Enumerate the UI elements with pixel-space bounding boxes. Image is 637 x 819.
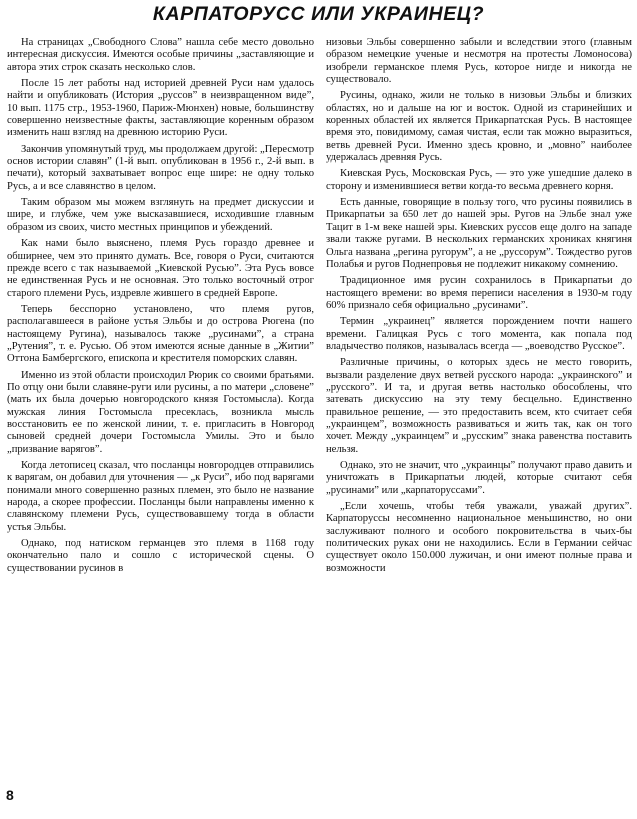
paragraph: Именно из этой области происходил Рюрик со своими братьями. По отцу они были славяне-руги или русины, а по матери „словене” (мать их была дочерью новгородского князя Гостомысла). Когда мужская линия Гостомысла пресеклась, возникла мысль восстановить ее по женской линии, т. е. пригласить в Новгород сыновей средней дочери Гостомысла Умилы. Это и было „призвание варягов”. (7, 369, 314, 455)
paragraph: „Если хочешь, чтобы тебя уважали, уважай других”. Карпаторуссы несомненно национальное меньшинство, но они заслуживают полного и особого покровительства в чьих-бы политических руках они не находились. Если в Германии сейчас существует около 150.000 лужичан, и они имеют полные права и возможности (326, 501, 632, 574)
paragraph: Когда летописец сказал, что посланцы новгородцев отправились к варягам, он добавил для уточнения — „к Руси”, ибо под варягами понимали много совершенно разных племен, это было не название народа, а скорее профессии. Посланцы были направлены именно к славянскому племени Русь, существовавшему тогда в области устья Эльбы. (7, 460, 314, 533)
article-title: КАРПАТОРУСС ИЛИ УКРАИНЕЦ? (152, 3, 485, 25)
left-column (7, 37, 314, 579)
paragraph: Киевская Русь, Московская Русь, — это уже ушедшие далеко в сторону и изменившиеся ветви когда-то весьма древнего корня. (326, 168, 632, 192)
paragraph: Как нами было выяснено, племя Русь гораздо древнее и обширнее, чем это принято думать. Все, говоря о Руси, считаются прежде всего с так называемой „Киевской Русью”. Эта Русь вовсе не единственная Русь и не основная. Это только восточный отрог старого племени Русь, издревле жившего в средней Европе. (7, 238, 314, 299)
paragraph: Есть данные, говорящие в пользу того, что русины появились в Прикарпатьи за 650 лет до нашей эры. Ругов на Эльбе знал уже Тацит в 1-м веке нашей эры. Киевских руссов еще долго на западе звали также ругами. В нескольких германских хрониках княгиня Ольга названа „регина ругорум”, а не „руссорум”. Тождество ругов Полабья и ругов Поднепровья не подлежит никакому сомнению. (326, 197, 632, 270)
paragraph: Закончив упомянутый труд, мы продолжаем другой: „Пересмотр основ истории славян” (1-й вып. опубликован в 1956 г., 2-й вып. в печати), который захватывает вопрос еще шире: не одну только Русь, а и все славянство в целом. (7, 143, 314, 192)
paragraph: Термин „украинец” является порождением почти нашего времени. Галицкая Русь с того момента, как попала под владычество поляков, называлась всегда — „воеводство Русское”. (326, 316, 632, 352)
paragraph: Традиционное имя русин сохранилось в Прикарпатьи до настоящего времени: во время переписи населения в 1930-м году 60% признало себя официально „русинами”. (326, 275, 632, 311)
paragraph: Теперь бесспорно установлено, что племя ругов, располагавшееся в районе устья Эльбы и до острова Рюгена (по настоящему Ругина), называлось также „русинами”, а страна „Рутения”, т. е. Русью. Об этом имеются ясные данные в „Житии” Оттона Бамбергского, епископа и крестителя поморских славян. (7, 303, 314, 365)
paragraph: Таким образом мы можем взглянуть на предмет дискуссии и шире, и глубже, чем уже высказавшиеся, исходившие главным образом из своих, чисто местных принципов и убеждений. (7, 197, 314, 233)
paragraph: Однако, это не значит, что „украинцы” получают право давить и уничтожать в Прикарпатьи людей, которые считают себя „русинами” или „карпаторуссами”. (326, 460, 632, 496)
page-number: 8 (6, 787, 14, 803)
paragraph: Русины, однако, жили не только в низовьи Эльбы и близких областях, но и дальше на юг и восток. Одной из старинейших и коренных областей их является Прикарпатская Русь. В настоящее время это, повидимому, самая чистая, если так можно выразиться, ветвь древней Руси. Именно здесь кровно, и „мовно” наиболее удержалась древняя Русь. (326, 90, 632, 164)
paragraph: Однако, под натиском германцев это племя в 1168 году окончательно пало и сошло с исторической сцены. О существовании русинов в (7, 538, 314, 574)
paragraph: После 15 лет работы над историей древней Руси нам удалось найти и опубликовать (История „руссов” в неизвращенном виде”, 10 вып. 1175 стр., 1953-1960, Париж-Мюнхен) новые, большинству совершенно неизвестные факты, заставляющие коренным образом изменить наш взгляд на древнюю историю Руси. (7, 78, 314, 139)
paragraph: Различные причины, о которых здесь не место говорить, вызвали разделение двух ветвей русского народа: „украинского” и „русского”. И та, и другая ветвь настолько обособлены, что затевать дискуссию на эту тему бесцельно. Единственно правильное решение, — это предоставить всем, кто считает себя „украинцем”, возможность развиваться и жить так, как он того хочет. Между „украинцем” и „русским” знака равенства поставить нельзя. (326, 357, 632, 455)
right-column (326, 37, 632, 579)
paragraph: низовьи Эльбы совершенно забыли и вследствии этого (главным образом немецкие ученые и несмотря на протесты Ломоносова) изобрели германское племя Русь, которое нигде и никогда не существовало. (326, 37, 632, 86)
paragraph: На страницах „Свободного Слова” нашла себе место довольно интересная дискуссия. Имеются особые причины „заставляющие и автора этих строк сказать несколько слов. (7, 37, 314, 73)
